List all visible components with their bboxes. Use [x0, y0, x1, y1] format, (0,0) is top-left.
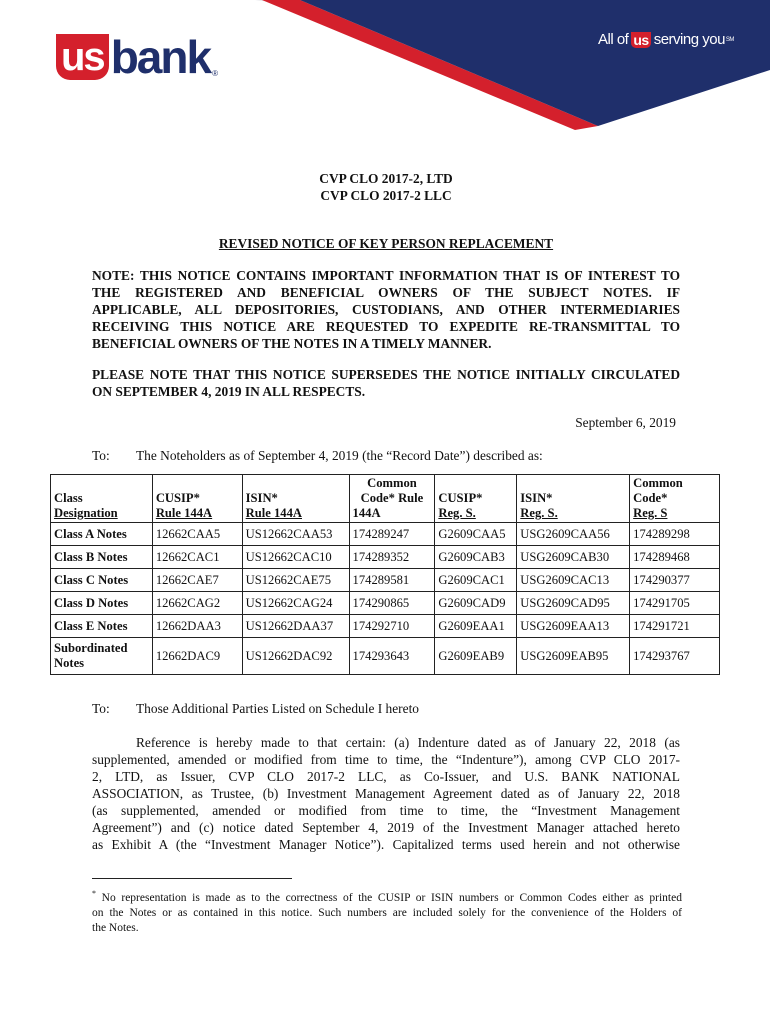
- table-cell: 174289468: [630, 546, 720, 569]
- body-line: 2, LTD, as Issuer, CVP CLO 2017-2 LLC, as Co-Issuer, and U.S. BANK NATIONAL: [92, 769, 680, 784]
- supersede-line: PLEASE NOTE THAT THIS NOTICE SUPERSEDES THE NOTICE INITIALLY CIRCULATED: [92, 367, 680, 382]
- table-cell: G2609CAC1: [435, 569, 517, 592]
- table-row: [51, 615, 720, 638]
- table-cell: 174293643: [349, 638, 435, 675]
- table-cell: Class C Notes: [51, 569, 153, 592]
- table-row: [51, 569, 720, 592]
- table-cell: 174289298: [630, 523, 720, 546]
- table-row: [51, 546, 720, 569]
- table-cell: Class D Notes: [51, 592, 153, 615]
- footnote: [92, 886, 682, 936]
- table-cell: Class E Notes: [51, 615, 153, 638]
- usbank-logo: [56, 28, 218, 83]
- body-line: Reference is hereby made to that certain: (a) Indenture dated as of January 22, 2018 (as: [136, 735, 680, 750]
- logo-bank-text: bank: [110, 31, 211, 83]
- table-cell: US12662CAC10: [242, 546, 349, 569]
- table-row: [51, 638, 720, 675]
- tagline-after: serving you: [653, 31, 725, 48]
- table-cell: 174289247: [349, 523, 435, 546]
- footnote-line-3: the Notes.: [92, 921, 139, 934]
- table-cell: 174290865: [349, 592, 435, 615]
- footnote-line-2: on the Notes or as contained in this notice. Such numbers are included solely for the convenience of the Holders of: [92, 906, 682, 919]
- header-isin-reg-s: ISIN* Reg. S.: [517, 475, 630, 523]
- table-cell: 12662DAC9: [152, 638, 242, 675]
- table-cell: 174290377: [630, 569, 720, 592]
- footnote-line-1: * No representation is made as to the correctness of the CUSIP or ISIN numbers or Common Codes either as printed: [92, 889, 682, 904]
- tagline-us: us: [633, 31, 649, 48]
- table-cell: 174293767: [630, 638, 720, 675]
- table-row: [51, 523, 720, 546]
- table-cell: 174291705: [630, 592, 720, 615]
- table-cell: 12662CAG2: [152, 592, 242, 615]
- issuer-title-2: CVP CLO 2017-2 LLC: [320, 188, 452, 203]
- table-cell: US12662DAA37: [242, 615, 349, 638]
- table-cell: G2609CAB3: [435, 546, 517, 569]
- table-header-row: [51, 475, 720, 523]
- table-row: [51, 592, 720, 615]
- table-cell: US12662CAA53: [242, 523, 349, 546]
- logo-us-shield: us: [56, 34, 109, 80]
- header-common-code-reg-s: Common Code* Reg. S: [630, 475, 720, 523]
- table-cell: US12662DAC92: [242, 638, 349, 675]
- table-cell: US12662CAE75: [242, 569, 349, 592]
- supersede-line: ON SEPTEMBER 4, 2019 IN ALL RESPECTS.: [92, 384, 366, 399]
- table-cell: USG2609CAB30: [517, 546, 630, 569]
- body-line: ASSOCIATION, as Trustee, (b) Investment Management Agreement dated as of January 22, 2018: [92, 786, 680, 801]
- table-cell: USG2609EAA13: [517, 615, 630, 638]
- body-line: as Exhibit A (the “Investment Manager Notice”). Capitalized terms used herein and not otherwise: [92, 837, 680, 852]
- body-line: supplemented, amended or modified from time to time, the “Indenture”), among CVP CLO 2017-: [92, 752, 680, 767]
- notice-date: September 6, 2019: [575, 415, 676, 430]
- notice-heading: REVISED NOTICE OF KEY PERSON REPLACEMENT: [218, 236, 554, 251]
- table-cell: USG2609CAA56: [517, 523, 630, 546]
- table-cell: G2609EAA1: [435, 615, 517, 638]
- to2-recipients: Those Additional Parties Listed on Schedule I hereto: [136, 701, 420, 716]
- issuer-title-1: CVP CLO 2017-2, LTD: [319, 171, 453, 186]
- header-common-code-144a: Common Code* Rule 144A: [349, 475, 435, 523]
- table-cell: 174289352: [349, 546, 435, 569]
- table-cell: Class A Notes: [51, 523, 153, 546]
- table-cell: Class B Notes: [51, 546, 153, 569]
- table-cell: 12662CAA5: [152, 523, 242, 546]
- table-cell: USG2609CAC13: [517, 569, 630, 592]
- footnote-divider: [92, 878, 292, 879]
- table-cell: USG2609CAD95: [517, 592, 630, 615]
- note-line: NOTE: THIS NOTICE CONTAINS IMPORTANT INFORMATION THAT IS OF INTEREST TO: [92, 268, 680, 283]
- to-label: To:: [92, 448, 110, 463]
- header-cusip-144a: CUSIP* Rule 144A: [152, 475, 242, 523]
- header-isin-144a: ISIN* Rule 144A: [242, 475, 349, 523]
- tagline-servicemark: SM: [725, 36, 734, 43]
- table-cell: G2609EAB9: [435, 638, 517, 675]
- to-recipients: The Noteholders as of September 4, 2019 (the “Record Date”) described as:: [136, 448, 543, 463]
- tagline: [598, 31, 734, 48]
- header-class-designation: Class Designation: [51, 475, 153, 523]
- table-cell: 174289581: [349, 569, 435, 592]
- table-cell: 174291721: [630, 615, 720, 638]
- note-line: THE REGISTERED AND BENEFICIAL OWNERS OF THE SUBJECT NOTES. IF: [92, 285, 680, 300]
- note-line: RECEIVING THIS NOTICE ARE REQUESTED TO EXPEDITE RE-TRANSMITTAL TO: [92, 319, 680, 334]
- to2-label: To:: [92, 701, 110, 716]
- notes-table: [50, 474, 720, 675]
- note-line: APPLICABLE, ALL DEPOSITORIES, CUSTODIANS, AND OTHER INTERMEDIARIES: [92, 302, 680, 317]
- body-line: (as supplemented, amended or modified from time to time, the “Investment Management: [92, 803, 680, 818]
- header-cusip-reg-s: CUSIP* Reg. S.: [435, 475, 517, 523]
- table-cell: G2609CAA5: [435, 523, 517, 546]
- table-cell: Subordinated Notes: [51, 638, 153, 675]
- body-line: Agreement”) and (c) notice dated September 4, 2019 of the Investment Manager attached hereto: [92, 820, 680, 835]
- table-cell: USG2609EAB95: [517, 638, 630, 675]
- table-cell: US12662CAG24: [242, 592, 349, 615]
- note-line: BENEFICIAL OWNERS OF THE NOTES IN A TIMELY MANNER.: [92, 336, 492, 351]
- table-cell: 12662CAE7: [152, 569, 242, 592]
- table-cell: 174292710: [349, 615, 435, 638]
- table-cell: G2609CAD9: [435, 592, 517, 615]
- tagline-before: All of: [598, 31, 629, 48]
- table-cell: 12662CAC1: [152, 546, 242, 569]
- logo-registered-mark: ®: [212, 69, 218, 78]
- table-cell: 12662DAA3: [152, 615, 242, 638]
- footnote-mark: *: [92, 889, 96, 898]
